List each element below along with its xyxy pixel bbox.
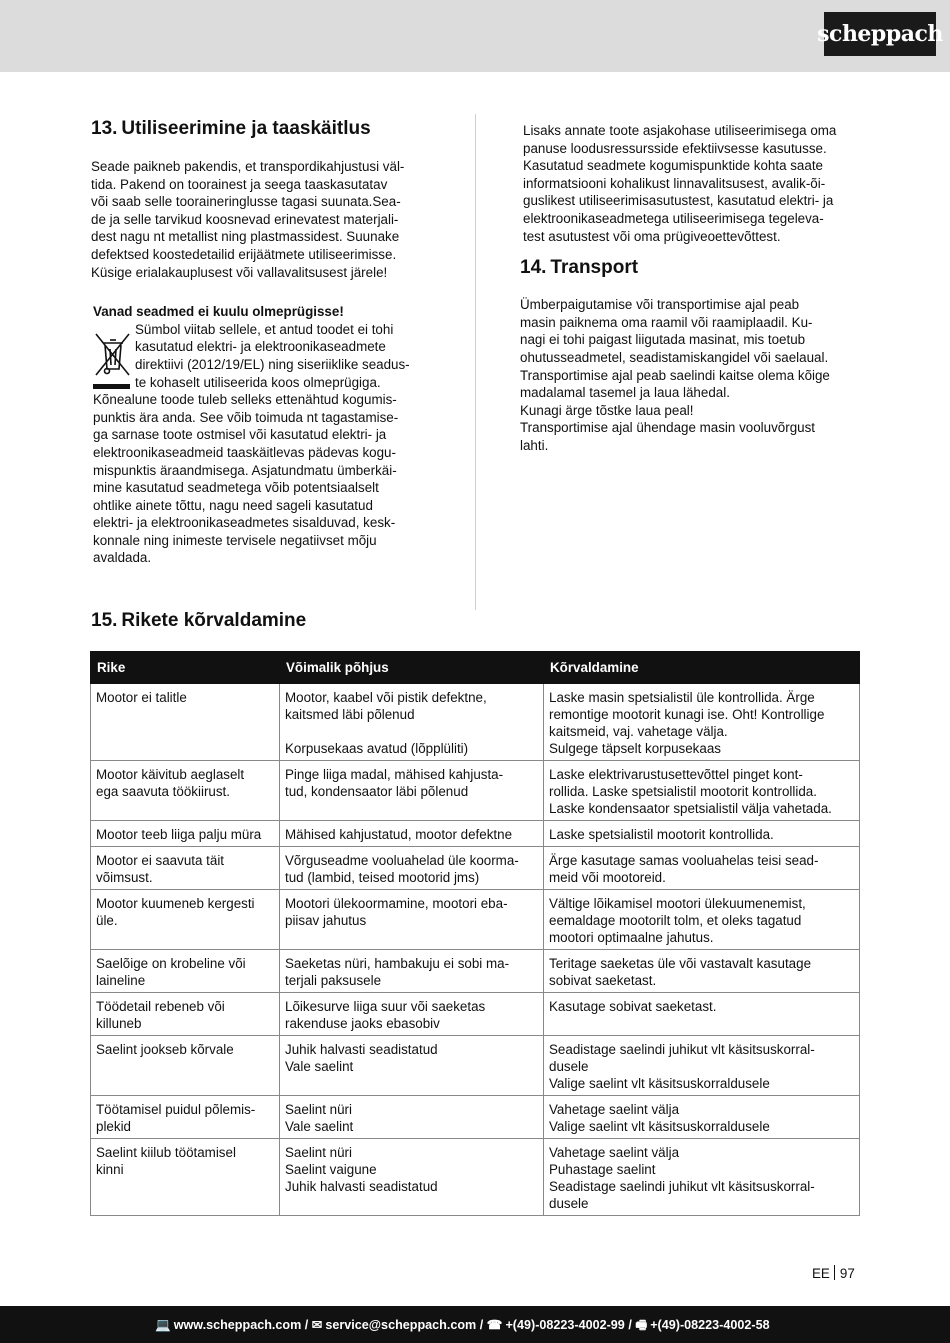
table-row [91, 821, 860, 847]
cell-line: Saelint jookseb kõrvale [96, 1042, 234, 1057]
cell-line: Ärge kasutage samas vooluahelas teisi sead- [549, 853, 819, 868]
text-line: punktis ära anda. See võib toimuda nt tagastamise- [93, 409, 399, 425]
cell-line: Valige saelint vlt käsitsuskorraldusele [549, 1076, 770, 1091]
section-15-heading [91, 608, 306, 634]
table-row [91, 993, 860, 1036]
text-line: Sümbol viitab sellele, et antud toodet ei tohi [135, 321, 394, 337]
cell-line: Mootor kuumeneb kergesti [96, 896, 255, 911]
weee-text-rest [93, 391, 430, 567]
text-line: lahti. [520, 437, 549, 453]
table-cell-fault [91, 821, 280, 847]
page-num: 97 [839, 1266, 855, 1281]
column-divider [475, 114, 476, 610]
cell-line: piisav jahutus [285, 913, 367, 928]
footer-bar [0, 1306, 950, 1343]
text-line: kasutatud elektri- ja elektroonikaseadmete [135, 339, 386, 355]
cell-line: kinni [96, 1162, 124, 1177]
footer-contacts [155, 1316, 770, 1337]
cell-line: Laske spetsialistil mootorit kontrollida. [549, 827, 774, 842]
text-line: defektsed koostedetailid erijäätmete utiliseerimisse. [91, 246, 397, 262]
computer-icon: 💻 [155, 1318, 171, 1332]
cell-line: Puhastage saelint [549, 1162, 656, 1177]
table-cell-cause [280, 684, 544, 761]
cell-line: Saelint kiilub töötamisel [96, 1145, 236, 1160]
table-cell-cause [280, 821, 544, 847]
text-line: Kasutatud seadmete kogumispunktide kohta saate [523, 158, 823, 174]
text-line: te kohaselt utiliseerida koos olmeprügiga. [135, 374, 381, 390]
cell-line: remontige mootorit kunagi ise. Oht! Kontrollige [549, 707, 825, 722]
cell-line: Teritage saeketas üle või vastavalt kasutage [549, 956, 812, 971]
table-row [91, 890, 860, 950]
right-column [520, 122, 860, 455]
text-line: informatsiooni kohalikust linnavalitsusest, avalik-õi- [523, 175, 826, 191]
text-line: guslikest utiliseerimisasutustest, kasutatud elektri- ja [523, 193, 834, 209]
table-cell-remedy [544, 847, 860, 890]
table-cell-cause [280, 761, 544, 821]
cell-line: dusele [549, 1196, 589, 1211]
cell-line: kaitsmed läbi põlenud [285, 707, 415, 722]
text-line: dest nagu nt metallist ning plastmassidest. Suunake [91, 229, 400, 245]
cell-line: Laske masin spetsialistil üle kontrollida. Ärge [549, 690, 815, 705]
cell-line: Lõikesurve liiga suur või saeketas [285, 999, 486, 1014]
table-cell-remedy [544, 993, 860, 1036]
column-header-remedy: Kõrvaldamine [544, 652, 860, 684]
table-cell-fault [91, 684, 280, 761]
table-body [91, 684, 860, 1216]
text-line: ga sarnase toote ostmisel või kasutatud elektri- ja [93, 427, 387, 443]
cell-line: rakenduse jaoks ebasobiv [285, 1016, 440, 1031]
table-row [91, 950, 860, 993]
cell-line: terjali paksusele [285, 973, 382, 988]
cell-line: Saelõige on krobeline või [96, 956, 246, 971]
text-line: ohutusseadmetel, seadistamiskangidel või saelaual. [520, 349, 829, 365]
cell-line: Pinge liiga madal, mähised kahjusta- [285, 767, 504, 782]
cell-line: Mootori ülekoormamine, mootori eba- [285, 896, 508, 911]
section-14-number: 14. [520, 257, 547, 279]
cell-line: tud (lambid, teised mootorid jms) [285, 870, 480, 885]
cell-line: killuneb [96, 1016, 142, 1031]
table-header-row [91, 652, 860, 684]
table-cell-fault [91, 1036, 280, 1096]
table-row [91, 684, 860, 761]
left-column [91, 116, 430, 567]
email-icon: ✉ [311, 1318, 323, 1332]
text-line: masin paiknema oma raamil või raamiplaadil. Ku- [520, 314, 813, 330]
cell-line: Saelint vaigune [285, 1162, 377, 1177]
cell-line: Seadistage saelindi juhikut vlt käsitsuskorral- [549, 1179, 815, 1194]
cell-line: Juhik halvasti seadistatud [285, 1042, 438, 1057]
text-line: elektroonikaseadmeid taaskäitlevas pädevas kogu- [93, 444, 396, 460]
cell-line: Töötamisel puidul põlemis- [96, 1102, 256, 1117]
text-line: või saab selle tooraineringlusse tagasi suunata.Sea- [91, 194, 401, 210]
cell-line: Vale saelint [285, 1119, 354, 1134]
text-line: tida. Pakend on toorainest ja seega taaskasutatav [91, 176, 388, 192]
page-lang: EE [812, 1266, 830, 1281]
table-cell-cause [280, 890, 544, 950]
table-cell-remedy [544, 684, 860, 761]
cell-line: Valige saelint vlt käsitsuskorraldusele [549, 1119, 770, 1134]
logo-text: scheppach [817, 21, 943, 47]
header-bar [0, 0, 950, 72]
section-13-heading [91, 116, 430, 142]
table-cell-remedy [544, 821, 860, 847]
crossed-out-wheelie-bin-icon [93, 329, 131, 391]
text-line: mine kasutatud seadmetega võib potentsiaalselt [93, 480, 379, 496]
cell-line: laineline [96, 973, 146, 988]
table-cell-remedy [544, 1036, 860, 1096]
text-line: nagi ei tohi paigast liigutada masinat, mis toetub [520, 332, 806, 348]
cell-line: dusele [549, 1059, 589, 1074]
table-cell-fault [91, 761, 280, 821]
phone-icon: ☎ [486, 1318, 503, 1332]
section-14-body [520, 296, 860, 454]
cell-line: Sulgege täpselt korpusekaas [549, 741, 721, 756]
table-cell-cause [280, 950, 544, 993]
text-line: madalamal tasemel ja laua lähedal. [520, 385, 730, 401]
section-13-title: Utiliseerimine ja taaskäitlus [121, 118, 371, 139]
table-cell-remedy [544, 950, 860, 993]
cell-line: plekid [96, 1119, 131, 1134]
text-line: konnale ning inimeste tervisele negatiivset mõju [93, 532, 377, 548]
text-line: Transportimise ajal peab saelindi kaitse olema kõige [520, 367, 830, 383]
weee-text-indented [135, 321, 430, 391]
fax-icon: 🖷 [635, 1318, 648, 1332]
column-header-cause: Võimalik põhjus [280, 652, 544, 684]
table-cell-fault [91, 890, 280, 950]
text-line: panuse loodusressursside efektiivsesse kasutusse. [523, 140, 827, 156]
cell-line: Mootor teeb liiga palju müra [96, 827, 262, 842]
cell-line: Saeketas nüri, hambakuju ei sobi ma- [285, 956, 510, 971]
footer-fax: +(49)-08223-4002-58 [650, 1318, 770, 1332]
table-cell-fault [91, 950, 280, 993]
section-14-title: Transport [550, 257, 639, 279]
table-cell-fault [91, 1139, 280, 1216]
section-13-number: 13. [91, 118, 118, 139]
cell-line: Mootor ei talitle [96, 690, 187, 705]
text-line: Transportimise ajal ühendage masin vooluvõrgust [520, 420, 815, 436]
table-row [91, 1139, 860, 1216]
cell-line: Mootor, kaabel või pistik defektne, [285, 690, 487, 705]
page-number [812, 1265, 855, 1281]
text-line: Kunagi ärge tõstke laua peal! [520, 402, 694, 418]
cell-line: kaitsmeid, vaj. vahetage välja. [549, 724, 728, 739]
cell-line: Saelint nüri [285, 1102, 352, 1117]
table-row [91, 847, 860, 890]
cell-line [285, 723, 538, 740]
section-15-number: 15. [91, 610, 118, 631]
cell-line: rollida. Laske spetsialistil mootorit kontrollida. [549, 784, 817, 799]
table-cell-remedy [544, 761, 860, 821]
cell-line: Saelint nüri [285, 1145, 352, 1160]
troubleshooting-table [90, 651, 860, 1216]
cell-line: Seadistage saelindi juhikut vlt käsitsuskorral- [549, 1042, 815, 1057]
cell-line: Korpusekaas avatud (lõpplüliti) [285, 741, 469, 756]
cell-line: eemaldage mootorilt tolm, et oleks tagatud [549, 913, 802, 928]
table-cell-cause [280, 847, 544, 890]
column-header-fault: Rike [91, 652, 280, 684]
table-cell-cause [280, 993, 544, 1036]
scheppach-logo [817, 12, 943, 56]
cell-line: Juhik halvasti seadistatud [285, 1179, 438, 1194]
text-line: mispunktis äraandmisega. Asjatundmatu ümberkäi- [93, 462, 397, 478]
text-line: elektroonikaseadmetega utiliseerimisega tegeleva- [523, 210, 824, 226]
table-row [91, 761, 860, 821]
footer-web[interactable]: www.scheppach.com / [173, 1318, 309, 1332]
text-line: elektri- ja elektroonikaseadmetes sisalduvad, kesk- [93, 515, 396, 531]
cell-line: Vahetage saelint välja [549, 1102, 680, 1117]
weee-heading: Vanad seadmed ei kuulu olmeprügisse! [93, 304, 344, 320]
page-separator [834, 1265, 835, 1280]
cell-line: Töödetail rebeneb või [96, 999, 225, 1014]
cell-line: sobivat saeketast. [549, 973, 657, 988]
table-cell-cause [280, 1036, 544, 1096]
text-line: direktiivi (2012/19/EL) ning siseriiklike seadus- [135, 356, 410, 372]
cell-line: meid või mootoreid. [549, 870, 666, 885]
section-13-intro [91, 158, 430, 281]
text-line: Küsige erialakauplusest või vallavalitsusest järele! [91, 264, 388, 280]
cell-line: Laske elektrivarustusettevõttel pinget kont- [549, 767, 803, 782]
cell-line: Mootor käivitub aeglaselt [96, 767, 245, 782]
cell-line: Vahetage saelint välja [549, 1145, 680, 1160]
section-13-continued [523, 122, 860, 245]
section-15-title: Rikete kõrvaldamine [121, 610, 307, 631]
text-line: Seade paikneb pakendis, et transpordikahjustusi väl- [91, 159, 405, 174]
table-cell-remedy [544, 1096, 860, 1139]
text-line: Kõnealune toode tuleb selleks ettenähtud kogumis- [93, 392, 397, 408]
table-cell-fault [91, 1096, 280, 1139]
cell-line: tud, kondensaator läbi põlenud [285, 784, 469, 799]
table-row [91, 1036, 860, 1096]
text-line: de ja selle tarvikud koosnevad erinevatest materjali- [91, 211, 399, 227]
cell-line: ega saavuta töökiirust. [96, 784, 230, 799]
cell-line: Laske kondensaator spetsialistil välja vahetada. [549, 801, 832, 816]
table-cell-fault [91, 993, 280, 1036]
text-line: test asutustest või oma prügiveoettevõttest. [523, 228, 781, 244]
cell-line: üle. [96, 913, 118, 928]
table-cell-cause [280, 1139, 544, 1216]
cell-line: Kasutage sobivat saeketast. [549, 999, 717, 1014]
table-row [91, 1096, 860, 1139]
section-14-heading [520, 255, 860, 281]
cell-line: Mootor ei saavuta täit [96, 853, 225, 868]
cell-line: Mähised kahjustatud, mootor defektne [285, 827, 513, 842]
table-cell-cause [280, 1096, 544, 1139]
cell-line: võimsust. [96, 870, 153, 885]
cell-line: mootori optimaalne jahutus. [549, 930, 714, 945]
text-line: ohtlike ainete tõttu, nagu need sageli kasutatud [93, 497, 373, 513]
text-line: avaldada. [93, 550, 152, 566]
text-line: Lisaks annate toote asjakohase utiliseerimisega oma [523, 123, 837, 138]
weee-block [93, 321, 430, 567]
cell-line: Võrguseadme vooluahelad üle koorma- [285, 853, 519, 868]
footer-email[interactable]: service@scheppach.com / [325, 1318, 484, 1332]
table-cell-fault [91, 847, 280, 890]
text-line: Ümberpaigutamise või transportimise ajal peab [520, 297, 800, 313]
footer-phone: +(49)-08223-4002-99 / [505, 1318, 632, 1332]
table-cell-remedy [544, 1139, 860, 1216]
cell-line: Vale saelint [285, 1059, 354, 1074]
cell-line: Vältige lõikamisel mootori ülekuumenemist, [549, 896, 806, 911]
table-cell-remedy [544, 890, 860, 950]
